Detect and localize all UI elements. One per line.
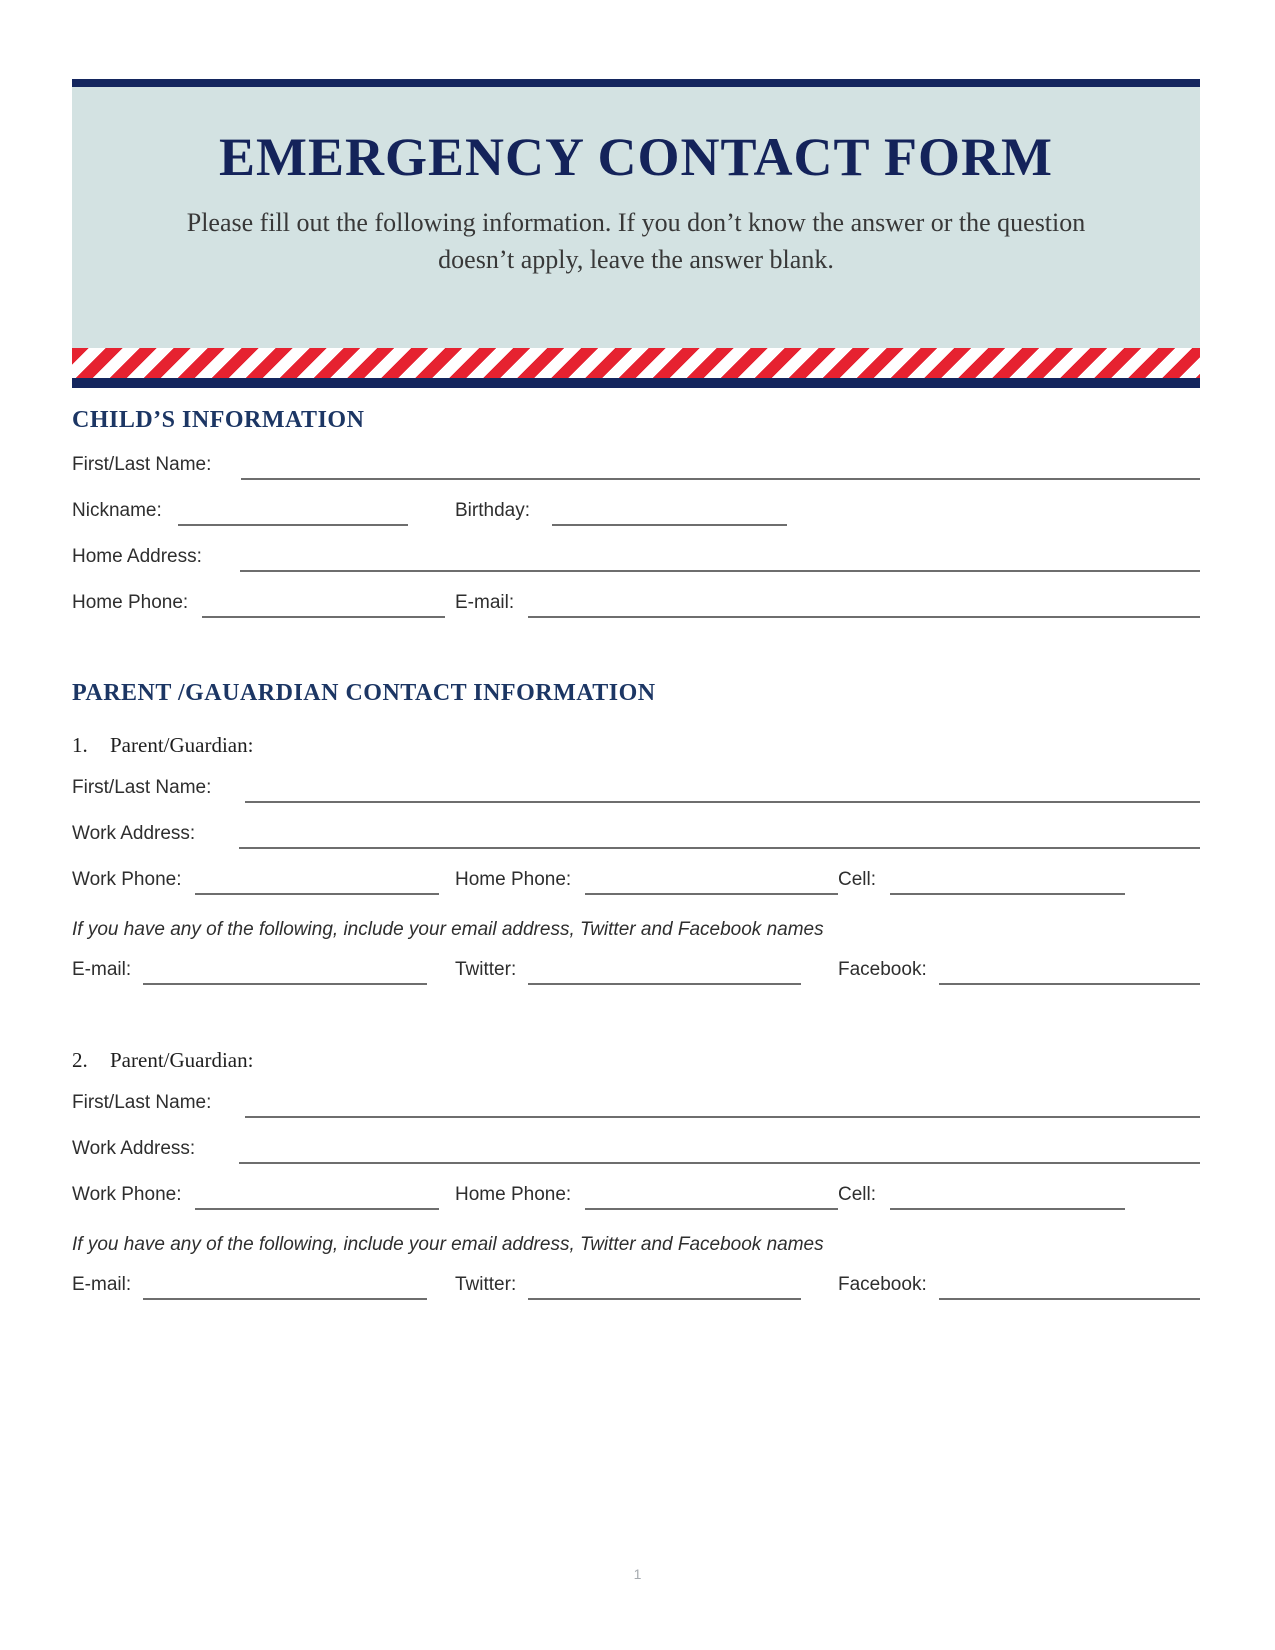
field-row xyxy=(72,1183,1200,1229)
form-title: EMERGENCY CONTACT FORM xyxy=(218,127,1053,187)
email-label: E-mail: xyxy=(72,1274,132,1295)
field-row xyxy=(72,868,1200,914)
parent2-number: 2. xyxy=(72,1048,88,1072)
work-phone-label: Work Phone: xyxy=(72,1184,182,1205)
field-row xyxy=(72,453,1200,499)
field-row xyxy=(72,1273,1200,1319)
email-label: E-mail: xyxy=(455,592,515,613)
parent-section-heading: PARENT /GAUARDIAN CONTACT INFORMATION xyxy=(72,680,656,706)
cell-label: Cell: xyxy=(838,869,877,890)
birthday-label: Birthday: xyxy=(455,500,530,521)
parent2-facebook-input[interactable] xyxy=(939,1273,1200,1300)
child-home-address-input[interactable] xyxy=(240,545,1200,572)
field-row xyxy=(72,1091,1200,1137)
twitter-label: Twitter: xyxy=(455,959,517,980)
header-banner xyxy=(72,87,1200,348)
field-row xyxy=(72,776,1200,822)
twitter-label: Twitter: xyxy=(455,1274,517,1295)
child-nickname-input[interactable] xyxy=(178,499,408,526)
facebook-label: Facebook: xyxy=(838,1274,927,1295)
parent1-first-last-name-input[interactable] xyxy=(245,776,1200,803)
field-row xyxy=(72,499,1200,545)
child-email-input[interactable] xyxy=(528,591,1200,618)
social-note: If you have any of the following, include your email address, Twitter and Facebook names xyxy=(72,1234,824,1255)
parent2-cell-input[interactable] xyxy=(890,1183,1125,1210)
parent1-number: 1. xyxy=(72,733,88,757)
work-phone-label: Work Phone: xyxy=(72,869,182,890)
parent2-twitter-input[interactable] xyxy=(528,1273,801,1300)
cell-label: Cell: xyxy=(838,1184,877,1205)
home-phone-label: Home Phone: xyxy=(455,1184,572,1205)
parent2-email-input[interactable] xyxy=(143,1273,427,1300)
field-row xyxy=(72,1137,1200,1183)
nickname-label: Nickname: xyxy=(72,500,162,521)
parent2-item xyxy=(72,1047,1200,1073)
parent2-home-phone-input[interactable] xyxy=(585,1183,838,1210)
work-address-label: Work Address: xyxy=(72,1138,196,1159)
page-number: 1 xyxy=(633,1566,642,1582)
first-last-name-label: First/Last Name: xyxy=(72,777,212,798)
field-row xyxy=(72,545,1200,591)
form-content xyxy=(72,406,1200,1319)
social-note: If you have any of the following, include your email address, Twitter and Facebook names xyxy=(72,919,824,940)
parent2-work-phone-input[interactable] xyxy=(195,1183,439,1210)
email-label: E-mail: xyxy=(72,959,132,980)
parent1-email-input[interactable] xyxy=(143,958,427,985)
field-row xyxy=(72,591,1200,637)
form-subtitle: Please fill out the following information. If you don’t know the answer or the question doesn’t apply, leave the answer blank. xyxy=(186,207,1086,275)
home-phone-label: Home Phone: xyxy=(455,869,572,890)
child-birthday-input[interactable] xyxy=(552,499,787,526)
child-section-heading: CHILD’S INFORMATION xyxy=(72,407,365,433)
parent1-facebook-input[interactable] xyxy=(939,958,1200,985)
first-last-name-label: First/Last Name: xyxy=(72,454,212,475)
home-address-label: Home Address: xyxy=(72,546,202,567)
parent1-home-phone-input[interactable] xyxy=(585,868,838,895)
first-last-name-label: First/Last Name: xyxy=(72,1092,212,1113)
stripe-band xyxy=(72,348,1200,378)
parent1-cell-input[interactable] xyxy=(890,868,1125,895)
field-row xyxy=(72,822,1200,868)
document-body xyxy=(72,79,1200,1319)
field-row xyxy=(72,958,1200,1004)
parent1-work-phone-input[interactable] xyxy=(195,868,439,895)
stripe-bottom-bar xyxy=(72,378,1200,388)
parent2-label: Parent/Guardian: xyxy=(110,1048,254,1072)
work-address-label: Work Address: xyxy=(72,823,196,844)
parent1-item xyxy=(72,732,1200,758)
facebook-label: Facebook: xyxy=(838,959,927,980)
parent2-first-last-name-input[interactable] xyxy=(245,1091,1200,1118)
child-first-last-name-input[interactable] xyxy=(241,453,1200,480)
parent1-label: Parent/Guardian: xyxy=(110,733,254,757)
child-home-phone-input[interactable] xyxy=(202,591,445,618)
parent1-work-address-input[interactable] xyxy=(239,822,1200,849)
home-phone-label: Home Phone: xyxy=(72,592,189,613)
header-top-bar xyxy=(72,79,1200,87)
parent2-work-address-input[interactable] xyxy=(239,1137,1200,1164)
parent1-twitter-input[interactable] xyxy=(528,958,801,985)
